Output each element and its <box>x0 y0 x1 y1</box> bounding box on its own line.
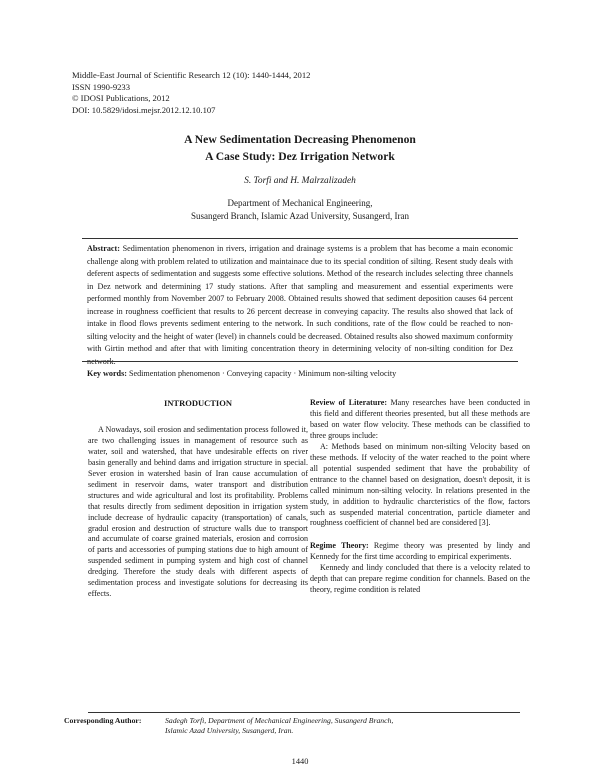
regime-label: Regime Theory: <box>310 541 369 551</box>
review-label: Review of Literature: <box>310 398 388 407</box>
abstract-text: Sedimentation phenomenon in rivers, irrigation and drainage systems is a problem that has become a main economic challenge along with problem related to utilization and maintainace due to its special condition of silting. Resent study deals with deferent aspects of sedimentation and suggests some effective solutions. Method of the research includes selecting three channels in Dez network and determining 17 study stations. After that sampling and measurement and essential experiments were performed monthly from November 2007 to February 2008. Obtained results showed that sediment deposition causes 64 percent increase in roughness coefficient that results to 26 percent decrease in conveying capacity. The results also showed that lack of intake in flood flows prevents sediment entering to the network. In such conditions, rate of the flow could be reached to non-silting velocity and the height of water (level) in channels could be decreased. Obtained results also showed maximum conformity with Girtin method and after that with limiting concentration theory in determining velocity of non-silting condition for Dez network. <box>87 244 513 366</box>
abstract-bottom-rule <box>82 361 518 362</box>
affiliation-line-1: Department of Mechanical Engineering, <box>227 198 373 208</box>
abstract-block <box>87 243 513 368</box>
corresponding-author-line-1: Sadegh Torfi, Department of Mechanical Engineering, Susangerd Branch, <box>165 716 394 725</box>
authors: S. Torfi and H. Malrzalizadeh <box>244 176 356 186</box>
keywords <box>87 369 513 378</box>
issn: ISSN 1990-9233 <box>72 81 131 92</box>
regime-text: Regime theory was presented by lindy and Kennedy for the first time according to empirical experiments. <box>310 541 530 562</box>
review-text: Many researches have been conducted in this field and different theories presented, but all these methods are based on water flow velocity. These methods can be classified to three groups include: <box>310 398 530 440</box>
journal-header <box>72 70 310 116</box>
corresponding-author-line-2: Islamic Azad University, Susangerd, Iran. <box>165 725 294 735</box>
method-a-paragraph: A: Methods based on minimum non-silting Velocity based on these methods. If velocity of the water reached to the point where all potential suspended sediment that have the probability of entrance to the channel based on designation, doesn't deposit, it is called minimum non-silting velocity. In relations presented in the study, in addition to hydraulic charcteristics of the flow, factors such as suspended material concentration, particle diameter and roughness coefficient of channel bed are considered [3]. <box>310 441 530 528</box>
title-line-1: A New Sedimentation Decreasing Phenomenon <box>184 133 416 146</box>
corresponding-author-label: Corresponding Author: <box>64 716 142 725</box>
footnote-rule <box>88 712 520 713</box>
kennedy-paragraph: Kennedy and lindy concluded that there is a velocity related to depth that can prepare regime condition for channels. Based on the theory, regime condition is related <box>310 563 530 595</box>
introduction-heading: INTRODUCTION <box>163 398 232 408</box>
right-column <box>310 398 530 596</box>
title-line-2: A Case Study: Dez Irrigation Network <box>205 150 395 163</box>
affiliation-line-2: Susangerd Branch, Islamic Azad University, Susangerd, Iran <box>190 210 410 221</box>
paper-title <box>60 131 540 165</box>
page-number: 1440 <box>291 757 309 766</box>
doi[interactable]: DOI: 10.5829/idosi.mejsr.2012.12.10.107 <box>72 104 216 115</box>
left-column <box>88 398 308 600</box>
keywords-text: Sedimentation phenomenon · Conveying capacity · Minimum non-silting velocity <box>128 369 397 378</box>
journal-citation: Middle-East Journal of Scientific Research 12 (10): 1440-1444, 2012 <box>72 70 311 80</box>
keywords-label: Key words: <box>87 369 127 378</box>
corresponding-author-details <box>165 716 495 735</box>
introduction-paragraph: A Nowadays, soil erosion and sedimentation process followed it, are two challenging issues in management of resource such as water, soil and watershed, that have undesirable effects on river basin generally and behind dams and irrigation structure in special. Sever erosion in watershed basin of Iran cause accumulation of sediment in reservoir dams, water transport and distribution structures and wide agricultural and lost its profitability. Problems that results directly from sediment deposition in irrigation system include decrease of hydraulic capacity (transportation) of canals, gradul erosion and destruction of structure walls due to transport and accumulate of coarse grained materials, erosion and corrosion of parts and accessories of pumping stations due to high amount of suspended sediment in pumping system and high cost of channel dredging. Therefore the study deals with different aspects of sedimentation process and investigate solutions for decreasing its effects. <box>88 424 308 599</box>
copyright: © IDOSI Publications, 2012 <box>72 93 170 104</box>
abstract-top-rule <box>82 238 518 239</box>
affiliation <box>60 197 540 222</box>
abstract-label: Abstract: <box>87 244 120 253</box>
review-paragraph <box>310 398 530 442</box>
regime-paragraph <box>310 541 530 563</box>
